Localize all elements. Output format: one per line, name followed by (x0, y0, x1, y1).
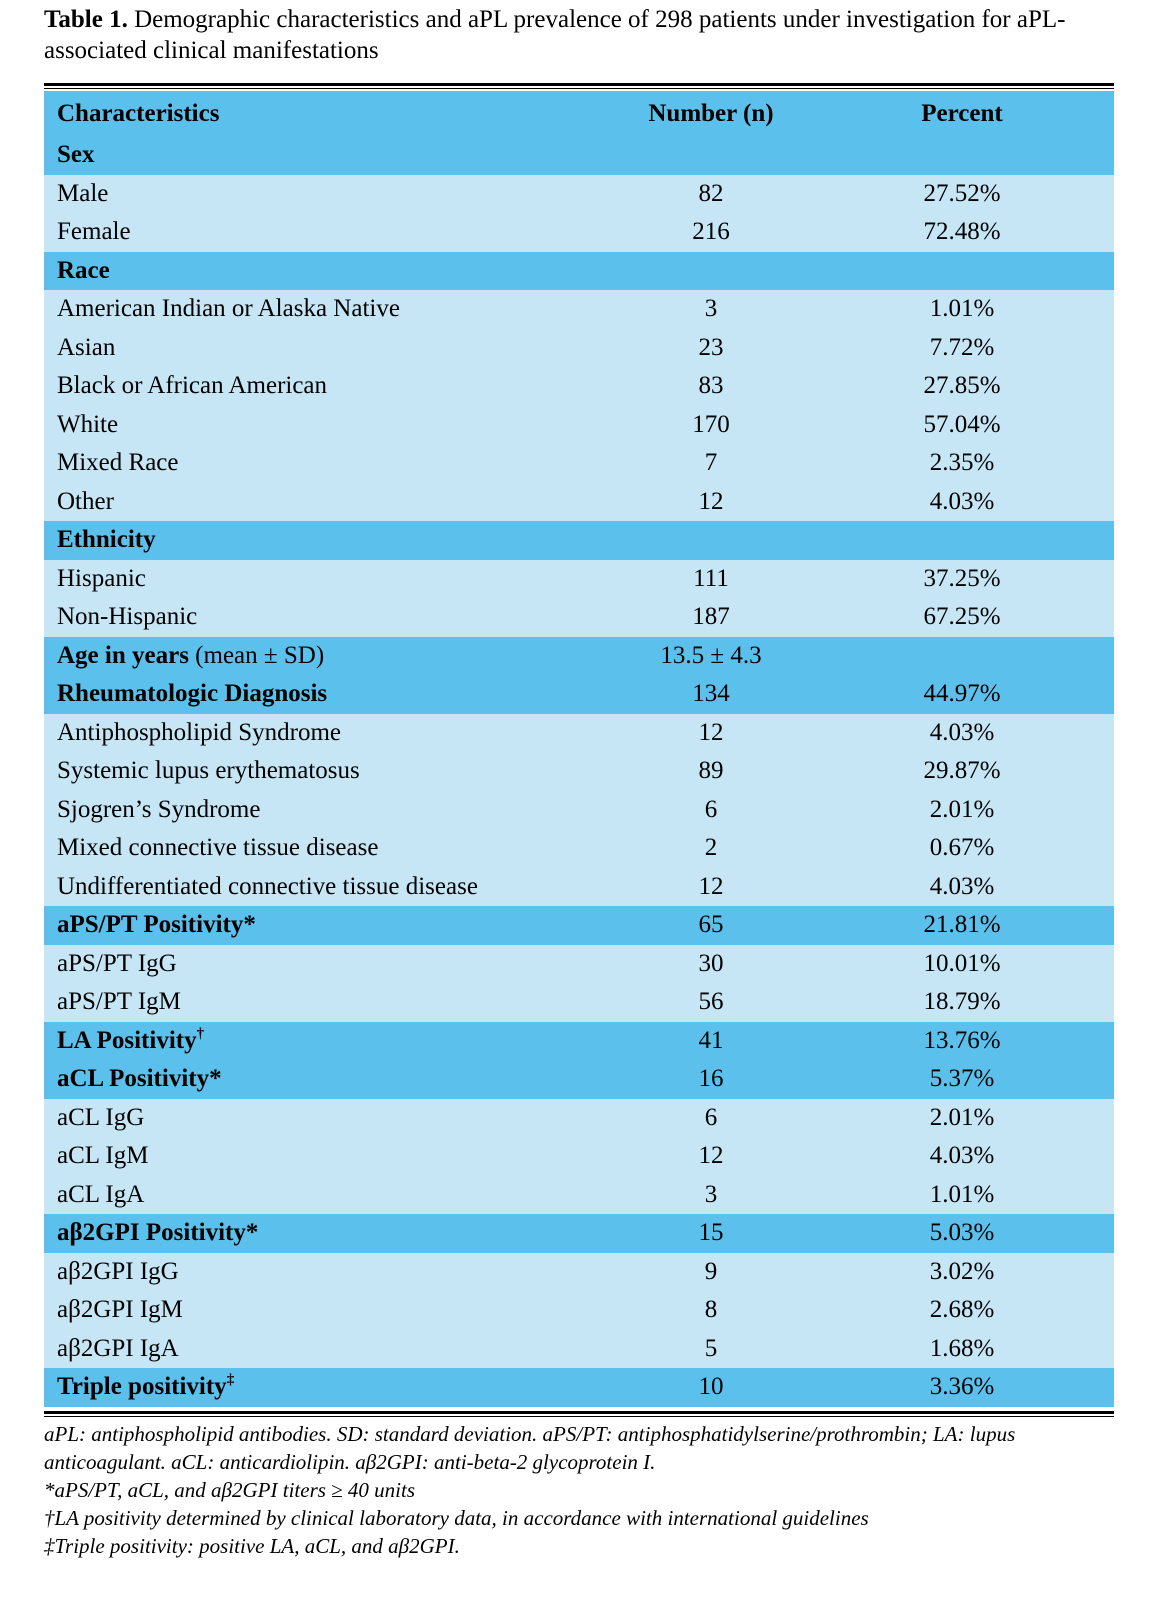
table-row (44, 1291, 1114, 1330)
table-row (44, 1137, 1114, 1176)
table-row (44, 329, 1114, 368)
footnote-titers: *aPS/PT, aCL, and aβ2GPI titers ≥ 40 units (44, 1478, 416, 1502)
row-number: 56 (592, 983, 830, 1022)
section-row (44, 637, 1114, 676)
row-number: 89 (592, 752, 830, 791)
row-number: 3 (592, 290, 830, 329)
section-row (44, 1214, 1114, 1253)
row-percent: 4.03% (830, 714, 1114, 753)
footnote-abbreviations: aPL: antiphospholipid antibodies. SD: standard deviation. aPS/PT: antiphosphatidylserine/prothrombin; LA: lupus anticoagulant. aCL: anticardiolipin. aβ2GPI: anti-beta-2 glycoprotein I. (44, 1422, 1016, 1474)
table-row (44, 868, 1114, 907)
section-row (44, 906, 1114, 945)
row-percent: 37.25% (830, 560, 1114, 599)
row-label (44, 1253, 592, 1292)
row-label (44, 560, 592, 599)
table-row (44, 290, 1114, 329)
row-percent: 27.85% (830, 367, 1114, 406)
row-number: 12 (592, 483, 830, 522)
row-label (44, 252, 592, 291)
table-row (44, 483, 1114, 522)
row-percent: 57.04% (830, 406, 1114, 445)
row-number: 5 (592, 1330, 830, 1369)
row-percent: 3.36% (830, 1368, 1114, 1407)
row-label-text: Ethnicity (57, 526, 156, 554)
table-row (44, 752, 1114, 791)
row-label (44, 1291, 592, 1330)
row-label-text: Rheumatologic Diagnosis (57, 680, 328, 708)
row-number: 3 (592, 1176, 830, 1215)
row-label-text: aβ2GPI Positivity* (57, 1219, 259, 1247)
footnote-la: †LA positivity determined by clinical laboratory data, in accordance with international guidelines (44, 1506, 869, 1530)
table-row (44, 598, 1114, 637)
row-percent: 5.37% (830, 1060, 1114, 1099)
row-percent: 10.01% (830, 945, 1114, 984)
row-label (44, 983, 592, 1022)
row-label-text: Non-Hispanic (57, 603, 198, 631)
row-label-text: Sex (57, 141, 95, 169)
row-number: 15 (592, 1214, 830, 1253)
row-label (44, 483, 592, 522)
row-label-text: aCL IgA (57, 1180, 145, 1208)
table-row (44, 406, 1114, 445)
row-number: 12 (592, 1137, 830, 1176)
table-row (44, 1099, 1114, 1138)
section-row (44, 1368, 1114, 1407)
row-number: 111 (592, 560, 830, 599)
row-label (44, 598, 592, 637)
row-number: 9 (592, 1253, 830, 1292)
row-label-text: aβ2GPI IgA (57, 1334, 179, 1362)
row-label-text: American Indian or Alaska Native (57, 295, 400, 323)
row-percent: 5.03% (830, 1214, 1114, 1253)
row-label (44, 829, 592, 868)
row-label-text: Antiphospholipid Syndrome (57, 718, 342, 746)
row-percent: 4.03% (830, 868, 1114, 907)
row-percent: 72.48% (830, 213, 1114, 252)
row-number: 6 (592, 1099, 830, 1138)
row-percent (830, 252, 1114, 291)
table-row (44, 714, 1114, 753)
row-label-text: aβ2GPI IgM (57, 1296, 183, 1324)
row-label (44, 1368, 592, 1407)
row-label (44, 1214, 592, 1253)
row-label (44, 906, 592, 945)
row-label-text: Other (57, 487, 114, 515)
header-number: Number (n) (592, 91, 830, 136)
row-percent: 13.76% (830, 1022, 1114, 1061)
row-percent: 2.01% (830, 791, 1114, 830)
row-label-text: aCL Positivity* (57, 1065, 222, 1093)
row-label (44, 175, 592, 214)
row-number: 16 (592, 1060, 830, 1099)
row-label-text: Mixed Race (57, 449, 179, 477)
caption-label: Table 1. (44, 6, 128, 33)
header-characteristics: Characteristics (44, 91, 592, 136)
caption-text: Demographic characteristics and aPL prevalence of 298 patients under investigation for aPL-associated clinical manifestations (44, 6, 1066, 64)
row-label (44, 329, 592, 368)
row-percent: 1.01% (830, 290, 1114, 329)
row-number: 82 (592, 175, 830, 214)
row-number: 83 (592, 367, 830, 406)
row-percent: 27.52% (830, 175, 1114, 214)
row-label-text: Age in years (57, 641, 189, 669)
row-number: 7 (592, 444, 830, 483)
row-label-text: Mixed connective tissue disease (57, 834, 379, 862)
row-percent: 4.03% (830, 483, 1114, 522)
table-row (44, 983, 1114, 1022)
row-label (44, 444, 592, 483)
top-rule-thick (44, 83, 1114, 86)
section-row (44, 1022, 1114, 1061)
bottom-rule-thick (44, 1411, 1114, 1414)
row-percent: 3.02% (830, 1253, 1114, 1292)
row-number: 12 (592, 868, 830, 907)
row-number: 30 (592, 945, 830, 984)
row-percent: 2.35% (830, 444, 1114, 483)
row-label-text: White (57, 410, 119, 438)
header-percent: Percent (830, 91, 1114, 136)
demographics-table (44, 91, 1114, 1407)
row-number: 13.5 ± 4.3 (592, 637, 830, 676)
row-number: 6 (592, 791, 830, 830)
row-number: 170 (592, 406, 830, 445)
row-label-text: Race (57, 256, 110, 284)
row-label-text: Female (57, 218, 131, 246)
row-percent: 7.72% (830, 329, 1114, 368)
table-header-row (44, 91, 1114, 136)
section-row (44, 675, 1114, 714)
row-label (44, 1099, 592, 1138)
table-row (44, 1253, 1114, 1292)
row-label-text: aCL IgG (57, 1103, 145, 1131)
row-label (44, 1137, 592, 1176)
row-percent: 1.01% (830, 1176, 1114, 1215)
table-row (44, 213, 1114, 252)
row-number: 41 (592, 1022, 830, 1061)
row-percent: 67.25% (830, 598, 1114, 637)
row-label-text: Asian (57, 333, 116, 361)
row-label (44, 521, 592, 560)
row-label (44, 791, 592, 830)
table-row (44, 1330, 1114, 1369)
row-label-text: Triple positivity (57, 1373, 227, 1401)
row-number: 65 (592, 906, 830, 945)
row-number: 12 (592, 714, 830, 753)
table-row (44, 829, 1114, 868)
row-number: 187 (592, 598, 830, 637)
row-label (44, 367, 592, 406)
top-rule-thin (44, 88, 1114, 89)
row-label (44, 213, 592, 252)
row-label-text: aCL IgM (57, 1142, 149, 1170)
section-row (44, 136, 1114, 175)
row-number (592, 521, 830, 560)
row-label (44, 752, 592, 791)
row-percent: 44.97% (830, 675, 1114, 714)
row-percent (830, 136, 1114, 175)
row-percent: 18.79% (830, 983, 1114, 1022)
table-row (44, 945, 1114, 984)
row-label-text: aPS/PT Positivity* (57, 911, 256, 939)
row-percent (830, 637, 1114, 676)
section-row (44, 521, 1114, 560)
footnote-marker: † (196, 1025, 205, 1042)
row-number: 23 (592, 329, 830, 368)
table-row (44, 175, 1114, 214)
row-label (44, 406, 592, 445)
row-number (592, 252, 830, 291)
row-percent: 2.68% (830, 1291, 1114, 1330)
row-percent: 29.87% (830, 752, 1114, 791)
row-label-text: Systemic lupus erythematosus (57, 757, 360, 785)
row-label (44, 1022, 592, 1061)
row-percent: 2.01% (830, 1099, 1114, 1138)
table-footnotes (44, 1420, 1119, 1560)
row-label (44, 714, 592, 753)
row-number: 216 (592, 213, 830, 252)
row-label-text: aPS/PT IgM (57, 988, 181, 1016)
row-label-suffix: (mean ± SD) (188, 641, 325, 669)
row-label (44, 1330, 592, 1369)
row-label (44, 637, 592, 676)
row-label (44, 136, 592, 175)
row-label-text: Undifferentiated connective tissue disease (57, 872, 478, 900)
table-row (44, 1176, 1114, 1215)
row-label-text: Male (57, 179, 109, 207)
row-label-text: aβ2GPI IgG (57, 1257, 179, 1285)
row-label-text: aPS/PT IgG (57, 949, 177, 977)
footnote-marker: ‡ (226, 1372, 235, 1389)
row-label (44, 868, 592, 907)
table-caption (44, 4, 1124, 66)
bottom-rule-thin (44, 1416, 1114, 1417)
table-row (44, 444, 1114, 483)
row-number: 134 (592, 675, 830, 714)
table-row (44, 791, 1114, 830)
row-label (44, 675, 592, 714)
row-label (44, 945, 592, 984)
row-label (44, 290, 592, 329)
row-label-text: Black or African American (57, 372, 328, 400)
row-percent: 1.68% (830, 1330, 1114, 1369)
row-number: 10 (592, 1368, 830, 1407)
section-row (44, 1060, 1114, 1099)
row-label-text: Hispanic (57, 564, 146, 592)
row-number (592, 136, 830, 175)
row-label-text: LA Positivity (57, 1026, 197, 1054)
row-percent: 0.67% (830, 829, 1114, 868)
table-row (44, 367, 1114, 406)
row-percent: 21.81% (830, 906, 1114, 945)
section-row (44, 252, 1114, 291)
row-number: 8 (592, 1291, 830, 1330)
footnote-triple: ‡Triple positivity: positive LA, aCL, and aβ2GPI. (44, 1534, 460, 1558)
row-percent (830, 521, 1114, 560)
row-label (44, 1176, 592, 1215)
row-percent: 4.03% (830, 1137, 1114, 1176)
table-body (44, 136, 1114, 1407)
row-label (44, 1060, 592, 1099)
row-number: 2 (592, 829, 830, 868)
table-row (44, 560, 1114, 599)
row-label-text: Sjogren’s Syndrome (57, 795, 261, 823)
